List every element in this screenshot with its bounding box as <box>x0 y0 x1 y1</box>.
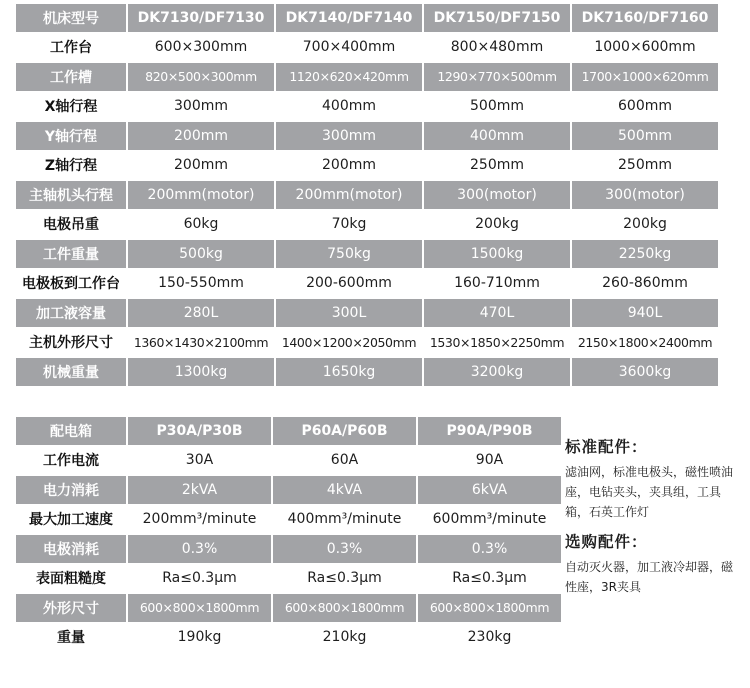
table-row <box>16 34 718 62</box>
value-cell: 940L <box>572 299 718 327</box>
value-cell: 1290×770×500mm <box>424 63 570 91</box>
optional-accessories-text: 自动灭火器，加工液冷却器，磁性座，3R夹具 <box>565 560 734 594</box>
value-cell: 200mm(motor) <box>128 181 274 209</box>
value-cell: 60A <box>273 447 416 475</box>
value-cell: 600mm <box>572 93 718 121</box>
table-row <box>16 63 718 91</box>
model-header-cell: DK7140/DF7140 <box>276 4 422 32</box>
value-cell: 3600kg <box>572 358 718 386</box>
row-label: 工作台 <box>16 34 126 62</box>
value-cell: 1360×1430×2100mm <box>128 329 274 357</box>
value-cell: 400mm³/minute <box>273 506 416 534</box>
value-cell: 210kg <box>273 624 416 652</box>
model-header-cell: P60A/P60B <box>273 417 416 445</box>
value-cell: 0.3% <box>418 535 561 563</box>
value-cell: 800×480mm <box>424 34 570 62</box>
value-cell: 400mm <box>276 93 422 121</box>
value-cell: 300(motor) <box>572 181 718 209</box>
value-cell: 300(motor) <box>424 181 570 209</box>
table-row <box>16 181 718 209</box>
model-header-cell: DK7160/DF7160 <box>572 4 718 32</box>
table-row <box>16 211 718 239</box>
value-cell: 700×400mm <box>276 34 422 62</box>
table-row <box>16 447 561 475</box>
row-label: 表面粗糙度 <box>16 565 126 593</box>
standard-accessories-text: 滤油网，标准电极头，磁性喷油座，电钻夹头，夹具组，工具箱，石英工作灯 <box>565 465 734 519</box>
value-cell: 4kVA <box>273 476 416 504</box>
value-cell: 1000×600mm <box>572 34 718 62</box>
value-cell: 500mm <box>424 93 570 121</box>
optional-accessories-title: 选购配件： <box>565 533 648 551</box>
value-cell: 500kg <box>128 240 274 268</box>
table-row <box>16 152 718 180</box>
value-cell: 250mm <box>572 152 718 180</box>
value-cell: 260-860mm <box>572 270 718 298</box>
value-cell: 1500kg <box>424 240 570 268</box>
value-cell: Ra≤0.3μm <box>273 565 416 593</box>
value-cell: 2250kg <box>572 240 718 268</box>
model-header-cell: P90A/P90B <box>418 417 561 445</box>
power-box-spec-table <box>14 415 563 653</box>
row-label: 主轴机头行程 <box>16 181 126 209</box>
value-cell: 470L <box>424 299 570 327</box>
value-cell: 3200kg <box>424 358 570 386</box>
row-label: 机械重量 <box>16 358 126 386</box>
value-cell: 1700×1000×620mm <box>572 63 718 91</box>
optional-accessories <box>565 530 743 597</box>
row-label: 电力消耗 <box>16 476 126 504</box>
model-header-cell: DK7130/DF7130 <box>128 4 274 32</box>
value-cell: 0.3% <box>273 535 416 563</box>
model-header-cell: DK7150/DF7150 <box>424 4 570 32</box>
row-label: 外形尺寸 <box>16 594 126 622</box>
table-row <box>16 506 561 534</box>
value-cell: 200kg <box>424 211 570 239</box>
row-label: 工作电流 <box>16 447 126 475</box>
value-cell: 30A <box>128 447 271 475</box>
value-cell: 1650kg <box>276 358 422 386</box>
table-row <box>16 624 561 652</box>
row-label: 电极消耗 <box>16 535 126 563</box>
header-row <box>16 417 561 445</box>
value-cell: 600×800×1800mm <box>128 594 271 622</box>
table-row <box>16 476 561 504</box>
value-cell: 200mm <box>128 152 274 180</box>
value-cell: 300mm <box>128 93 274 121</box>
value-cell: 400mm <box>424 122 570 150</box>
value-cell: Ra≤0.3μm <box>418 565 561 593</box>
row-label: 重量 <box>16 624 126 652</box>
value-cell: 200kg <box>572 211 718 239</box>
value-cell: 90A <box>418 447 561 475</box>
value-cell: 1530×1850×2250mm <box>424 329 570 357</box>
value-cell: Ra≤0.3μm <box>128 565 271 593</box>
value-cell: 2150×1800×2400mm <box>572 329 718 357</box>
table-row <box>16 358 718 386</box>
value-cell: 750kg <box>276 240 422 268</box>
value-cell: 60kg <box>128 211 274 239</box>
value-cell: 200mm(motor) <box>276 181 422 209</box>
value-cell: 500mm <box>572 122 718 150</box>
row-label: 电极吊重 <box>16 211 126 239</box>
model-header-cell: P30A/P30B <box>128 417 271 445</box>
value-cell: 600×300mm <box>128 34 274 62</box>
value-cell: 70kg <box>276 211 422 239</box>
row-label: 主机外形尺寸 <box>16 329 126 357</box>
row-label: X轴行程 <box>16 93 126 121</box>
row-label: 工作槽 <box>16 63 126 91</box>
value-cell: 200mm <box>128 122 274 150</box>
value-cell: 160-710mm <box>424 270 570 298</box>
machine-spec-table <box>14 2 720 388</box>
value-cell: 230kg <box>418 624 561 652</box>
table-row <box>16 93 718 121</box>
standard-accessories <box>565 435 743 522</box>
table-row <box>16 299 718 327</box>
table-row <box>16 565 561 593</box>
row-label: Y轴行程 <box>16 122 126 150</box>
header-row <box>16 4 718 32</box>
table-row <box>16 240 718 268</box>
value-cell: 2kVA <box>128 476 271 504</box>
value-cell: 280L <box>128 299 274 327</box>
value-cell: 0.3% <box>128 535 271 563</box>
value-cell: 1300kg <box>128 358 274 386</box>
standard-accessories-title: 标准配件： <box>565 438 648 456</box>
row-label: Z轴行程 <box>16 152 126 180</box>
table-row <box>16 329 718 357</box>
row-label: 最大加工速度 <box>16 506 126 534</box>
value-cell: 200-600mm <box>276 270 422 298</box>
value-cell: 1400×1200×2050mm <box>276 329 422 357</box>
row-label: 电极板到工作台 <box>16 270 126 298</box>
value-cell: 300L <box>276 299 422 327</box>
value-cell: 600×800×1800mm <box>273 594 416 622</box>
table-row <box>16 270 718 298</box>
row-label: 工件重量 <box>16 240 126 268</box>
value-cell: 300mm <box>276 122 422 150</box>
table-row <box>16 122 718 150</box>
value-cell: 1120×620×420mm <box>276 63 422 91</box>
table-row <box>16 594 561 622</box>
value-cell: 200mm³/minute <box>128 506 271 534</box>
value-cell: 820×500×300mm <box>128 63 274 91</box>
header-label-cell: 配电箱 <box>16 417 126 445</box>
row-label: 加工液容量 <box>16 299 126 327</box>
header-label-cell: 机床型号 <box>16 4 126 32</box>
value-cell: 150-550mm <box>128 270 274 298</box>
value-cell: 600×800×1800mm <box>418 594 561 622</box>
value-cell: 190kg <box>128 624 271 652</box>
value-cell: 200mm <box>276 152 422 180</box>
value-cell: 600mm³/minute <box>418 506 561 534</box>
value-cell: 6kVA <box>418 476 561 504</box>
value-cell: 250mm <box>424 152 570 180</box>
table-row <box>16 535 561 563</box>
